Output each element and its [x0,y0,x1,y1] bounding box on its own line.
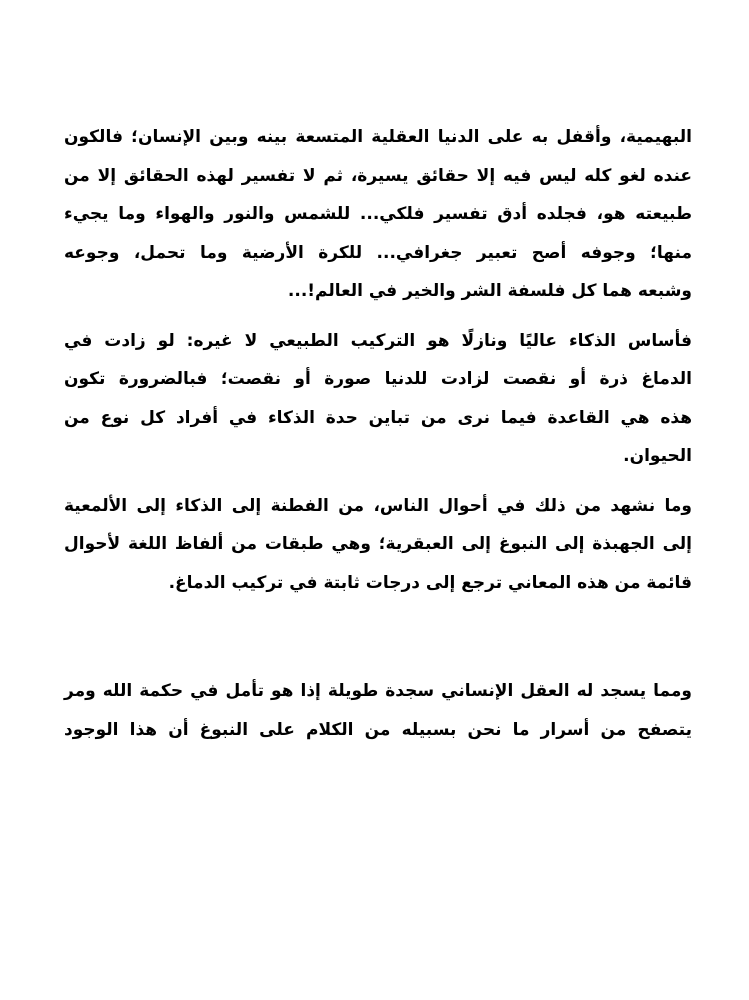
paragraph-4 [64,672,692,749]
text-line: الدماغ ذرة أو نقصت لزادت للدنيا صورة أو نقصت؛ فبالضرورة تكون [64,369,692,389]
text-line: منها؛ وجوفه أصح تعبير جغرافي... للكرة الأرضية وما تحمل، وجوعه [64,242,692,263]
paragraph-2 [64,322,692,476]
paragraph-1 [64,118,692,311]
text-line: طبيعته هو، فجلده أدق تفسير فلكي... للشمس والنور والهواء وما يجيء [64,204,692,224]
text-line: البهيمية، وأقفل به على الدنيا العقلية المتسعة بينه وبين الإنسان؛ فالكون [64,127,692,147]
text-line: يتصفح من أسرار ما نحن بسبيله من الكلام على النبوغ أن هذا الوجود [64,719,692,740]
text-line: هذه هي القاعدة فيما نرى من تباين حدة الذكاء في أفراد كل نوع من [64,407,692,428]
text-line: الحيوان. [623,446,692,466]
paragraph-spacer [64,602,692,672]
text-line: قائمة من هذه المعاني ترجع إلى درجات ثابتة في تركيب الدماغ. [168,572,692,593]
text-line: فأساس الذكاء عاليًا ونازلًا هو التركيب الطبيعي لا غيره: لو زادت في [64,330,692,351]
text-line: ومما يسجد له العقل الإنساني سجدة طويلة إذا هو تأمل في حكمة الله ومر [64,681,692,701]
document-page [64,118,692,749]
text-line: إلى الجهبذة إلى النبوغ إلى العبقرية؛ وهي طبقات من ألفاظ اللغة لأحوال [64,534,692,554]
text-line: عنده لغو كله ليس فيه إلا حقائق يسيرة، ثم لا تفسير لهذه الحقائق إلا من [64,165,692,186]
paragraph-spacer [64,476,692,487]
paragraph-3 [64,487,692,603]
text-line: وشبعه هما كل فلسفة الشر والخير في العالم!... [287,281,692,301]
paragraph-spacer [64,311,692,322]
text-line: وما نشهد من ذلك في أحوال الناس، من الفطنة إلى الذكاء إلى الألمعية [64,495,692,516]
